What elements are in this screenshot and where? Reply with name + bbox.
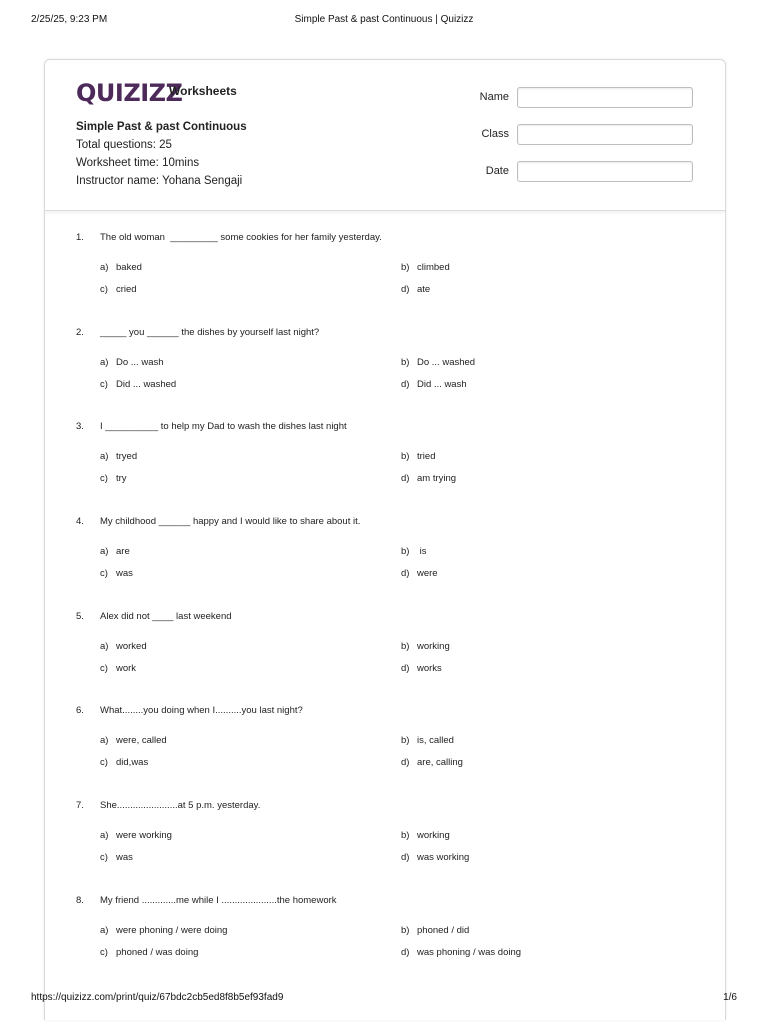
option-a: a) are xyxy=(100,546,130,557)
question-item xyxy=(45,494,725,589)
option-c: c) was xyxy=(100,568,133,579)
question-text: What........you doing when I..........you last night? xyxy=(100,705,303,716)
option-c: c) cried xyxy=(100,284,137,295)
option-b: b) Do ... washed xyxy=(401,357,476,368)
question-number: 7. xyxy=(76,800,84,811)
worksheet-time: Worksheet time: 10mins xyxy=(76,157,200,169)
question-number: 3. xyxy=(76,421,84,432)
option-d: d) are, calling xyxy=(401,757,463,768)
question-text: She.......................at 5 p.m. yesterday. xyxy=(100,800,261,811)
option-b: b) is xyxy=(401,546,427,557)
option-c: c) did,was xyxy=(100,757,149,768)
option-a: a) tryed xyxy=(100,451,138,462)
question-item xyxy=(45,399,725,494)
class-field[interactable] xyxy=(517,124,693,145)
class-label: Class xyxy=(481,128,509,140)
question-text: My childhood ______ happy and I would like to share about it. xyxy=(100,516,361,527)
question-item xyxy=(45,778,725,873)
print-title: Simple Past & past Continuous | Quizizz xyxy=(294,14,474,25)
print-url: https://quizizz.com/print/quiz/67bdc2cb5ed8f8b5ef93fad9 xyxy=(31,992,284,1003)
question-item xyxy=(45,589,725,684)
option-a: a) were working xyxy=(100,830,172,841)
option-d: d) was phoning / was doing xyxy=(401,947,522,958)
name-field[interactable] xyxy=(517,87,693,108)
worksheet-info xyxy=(76,118,247,190)
question-number: 4. xyxy=(76,516,84,527)
option-b: b) working xyxy=(401,830,450,841)
date-field[interactable] xyxy=(517,161,693,182)
option-b: b) climbed xyxy=(401,262,450,273)
question-text: I __________ to help my Dad to wash the dishes last night xyxy=(100,421,347,432)
question-text: The old woman _________ some cookies for her family yesterday. xyxy=(100,232,382,243)
option-a: a) were, called xyxy=(100,735,167,746)
question-number: 6. xyxy=(76,705,84,716)
instructor-name: Instructor name: Yohana Sengaji xyxy=(76,175,243,187)
quizizz-logo: QUIZIZZ xyxy=(76,79,183,107)
date-label: Date xyxy=(485,165,509,177)
option-c: c) work xyxy=(100,663,137,674)
question-text: Alex did not ____ last weekend xyxy=(100,611,232,622)
question-item xyxy=(45,873,725,968)
question-number: 2. xyxy=(76,327,84,338)
question-item xyxy=(45,683,725,778)
worksheet-title: Simple Past & past Continuous xyxy=(76,121,247,133)
question-item xyxy=(45,305,725,400)
print-header xyxy=(0,14,768,34)
total-questions: Total questions: 25 xyxy=(76,139,172,151)
question-number: 8. xyxy=(76,895,84,906)
option-a: a) worked xyxy=(100,641,147,652)
option-d: d) Did ... wash xyxy=(401,379,467,390)
option-c: c) was xyxy=(100,852,133,863)
option-d: d) were xyxy=(401,568,438,579)
print-date: 2/25/25, 9:23 PM xyxy=(31,14,108,25)
option-b: b) phoned / did xyxy=(401,925,470,936)
option-c: c) Did ... washed xyxy=(100,379,177,390)
option-b: b) tried xyxy=(401,451,436,462)
page-number: 1/6 xyxy=(723,992,737,1003)
name-label: Name xyxy=(479,91,509,103)
option-a: a) baked xyxy=(100,262,142,273)
option-d: d) ate xyxy=(401,284,431,295)
option-c: c) phoned / was doing xyxy=(100,947,199,958)
option-a: a) Do ... wash xyxy=(100,357,164,368)
option-c: c) try xyxy=(100,473,127,484)
worksheet-sheet xyxy=(44,59,726,1020)
worksheets-label: Worksheets xyxy=(169,84,237,98)
question-text: My friend .............me while I .....................the homework xyxy=(100,895,337,906)
option-b: b) is, called xyxy=(401,735,454,746)
question-number: 5. xyxy=(76,611,84,622)
option-a: a) were phoning / were doing xyxy=(100,925,228,936)
print-footer xyxy=(0,992,768,1012)
option-d: d) works xyxy=(401,663,442,674)
question-item xyxy=(45,210,725,305)
option-d: d) was working xyxy=(401,852,470,863)
option-b: b) working xyxy=(401,641,450,652)
worksheet-header xyxy=(45,60,725,211)
question-text: _____ you ______ the dishes by yourself last night? xyxy=(100,327,320,338)
option-d: d) am trying xyxy=(401,473,457,484)
question-number: 1. xyxy=(76,232,84,243)
